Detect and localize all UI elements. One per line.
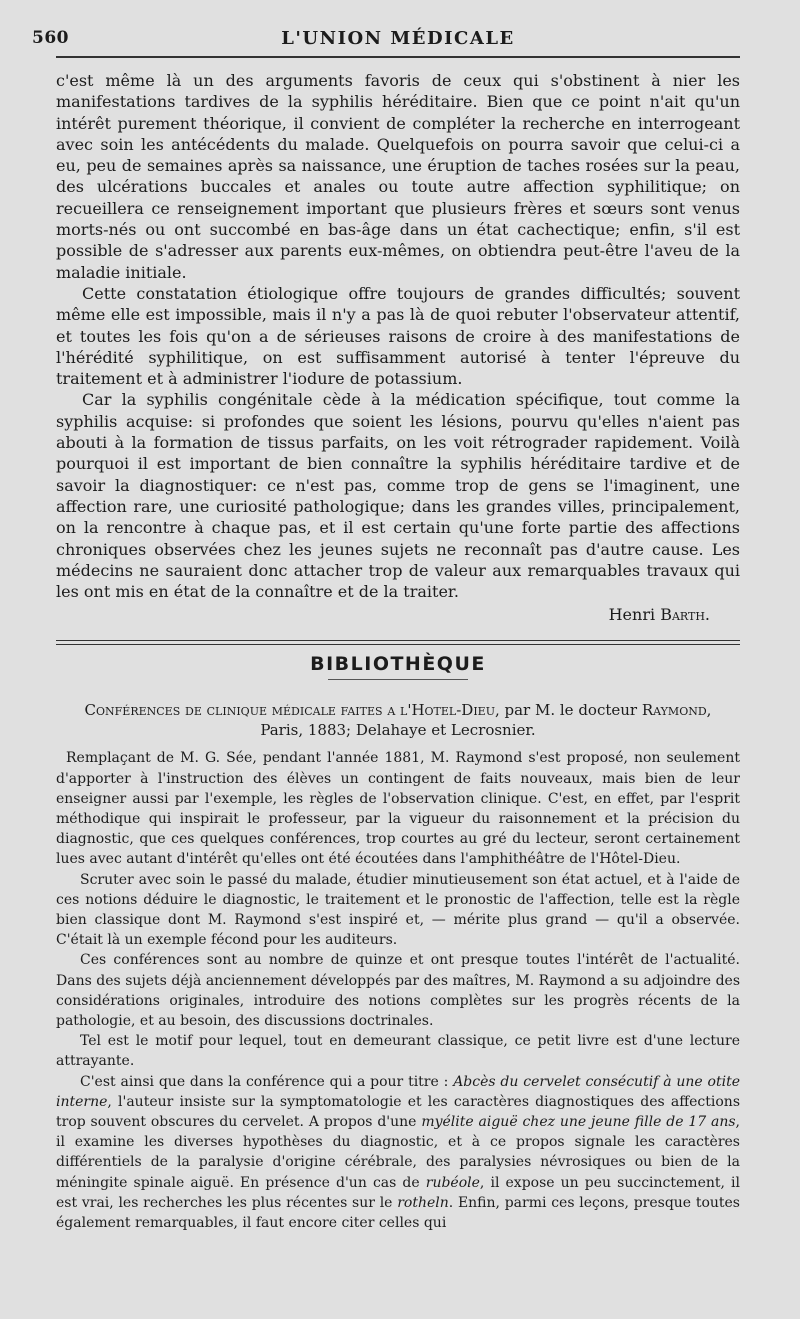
signature-first-name: Henri [608, 605, 656, 625]
article-paragraph: Cette constatation étiologique offre toujours de grandes difficultés; souvent même elle est impossible, mais il n'y a pas là de quoi rebuter l'observateur attentif, et toutes les fois qu'on a de sérieuses raisons de croire à des manifestations de l'hérédité syphilitique, on est suffisamment autorisé à tenter l'épreuve du traitement et à administrer l'iodure de potassium. [56, 283, 740, 389]
book-by: , par M. le docteur [494, 701, 642, 720]
review-paragraph: Scruter avec soin le passé du malade, étudier minutieusement son état actuel, et à l'aide de ces notions déduire le diagnostic, le traitement et le pronostic de l'affection, telle est la règle bien classique dont M. Raymond s'est inspiré et, — mérite plus grand — qu'il a observée. C'était là un exemple fécond pour les auditeurs. [56, 871, 740, 949]
page-header [32, 22, 740, 58]
review-paragraph: Tel est le motif pour lequel, tout en demeurant classique, ce petit livre est d'une lecture attrayante. [56, 1033, 740, 1070]
review-italic-term: rotheln [397, 1194, 449, 1211]
review-italic-term: rubéole [425, 1174, 480, 1191]
review-italic-title: myélite aiguë chez une jeune fille de 17 ans [421, 1114, 736, 1131]
article-paragraph: Car la syphilis congénitale cède à la médication spécifique, tout comme la syphilis acquise: si profondes que soient les lésions, pourvu qu'elles n'aient pas abouti à la formation de tissus parfaits, on les voit rétrograder rapidement. Voilà pourquoi il est important de bien connaître la syphilis héréditaire tardive et de savoir la diagnostiquer: ce n'est pas, comme trop de gens se l'imaginent, une affection rare, une curiosité pathologique; dans les grandes villes, principalement, on la rencontre à chaque pas, et il est certain qu'une forte partie des affections chroniques observées chez les jeunes sujets ne reconnaît pas d'autre cause. Les médecins ne sauraient donc attacher trop de valeur aux remarquables travaux qui les ont mis en état de la connaître et de la traiter. [56, 390, 740, 602]
review-text: , il expose un peu succinctement, il est vrai, les recherches les plus récentes sur le [56, 1174, 741, 1211]
author-signature [56, 604, 710, 626]
book-review [56, 748, 740, 1233]
title-underline [328, 679, 468, 680]
signature-last-name: Barth. [660, 605, 710, 625]
review-text: . Enfin, parmi ces leçons, presque toutes également remarquables, il faut encore citer celles qui [56, 1194, 740, 1232]
review-paragraph: Remplaçant de M. G. Sée, pendant l'année 1881, M. Raymond s'est proposé, non seulement d'apporter à l'instruction des élèves un contingent de faits nouveaux, mais bien de leur enseigner aussi par l'exemple, les règles de l'observation clinique. C'est, en effet, par l'esprit méthodique qui inspirait le professeur, par la vigueur du raisonnement et la précision du diagnostic, que ces quelques conférences, trop courtes au gré du lecteur, seront certainement lues avec autant d'intérêt qu'elles ont été écoutées dans l'amphithéâtre de l'Hôtel-Dieu. [56, 750, 740, 868]
article-paragraph: c'est même là un des arguments favoris de ceux qui s'obstinent à nier les manifestations tardives de la syphilis héréditaire. Bien que ce point n'ait qu'un intérêt purement théorique, il convient de compléter la recherche en interrogeant avec soin les antécédents du malade. Quelquefois on pourra savoir que celui-ci a eu, peu de semaines après sa naissance, une éruption de taches rosées sur la peau, des ulcérations buccales et anales ou toute autre affection syphilitique; on recueillera ce renseignement important que plusieurs frères et sœurs sont venus morts-nés ou ont succombé en bas-âge dans un état cachectique; enfin, s'il est possible de s'adresser aux parents eux-mêmes, on obtiendra peut-être l'aveu de la maladie initiale. [56, 71, 740, 282]
book-reference-line-1: Conférences de clinique médicale faites a l'Hotel-Dieu, par M. le docteur Raymond, [84, 701, 712, 720]
review-italic-title: Abcès du cervelet consécutif à une otite interne [56, 1073, 740, 1110]
book-reference [56, 700, 740, 740]
section-divider [56, 640, 740, 645]
review-paragraph-last [56, 1072, 740, 1234]
book-author: Raymond [641, 701, 707, 720]
book-publisher: Paris, 1883; Delahaye et Lecrosnier. [260, 721, 536, 740]
section-title: BIBLIOTHÈQUE [310, 653, 486, 676]
review-text: , il examine les diverses hypothèses du diagnostic, et à ce propos signale les caractères différentiels de la paralysie d'origine cérébrale, des paralysies névrosiques ou bien de la méningite spinale aiguë. En présence d'un cas de [56, 1114, 740, 1191]
review-paragraph: Ces conférences sont au nombre de quinze et ont presque toutes l'intérêt de l'actualité. Dans des sujets déjà anciennement développés par des maîtres, M. Raymond a su adjoindre des considérations originales, introduire des notions complètes sur les progrès récents de la pathologie, et au besoin, des discussions doctrinales. [56, 952, 740, 1030]
review-text: , l'auteur insiste sur la symptomatologie et les caractères diagnostiques des affections trop souvent obscures du cervelet. A propos d'une [56, 1093, 740, 1131]
article-body [56, 70, 740, 602]
running-title: L'UNION MÉDICALE [281, 28, 515, 49]
book-title: Conférences de clinique médicale faites a l'Hotel-Dieu [84, 701, 495, 720]
page-number: 560 [32, 28, 69, 48]
review-text: C'est ainsi que dans la conférence qui a pour titre : [80, 1073, 454, 1090]
